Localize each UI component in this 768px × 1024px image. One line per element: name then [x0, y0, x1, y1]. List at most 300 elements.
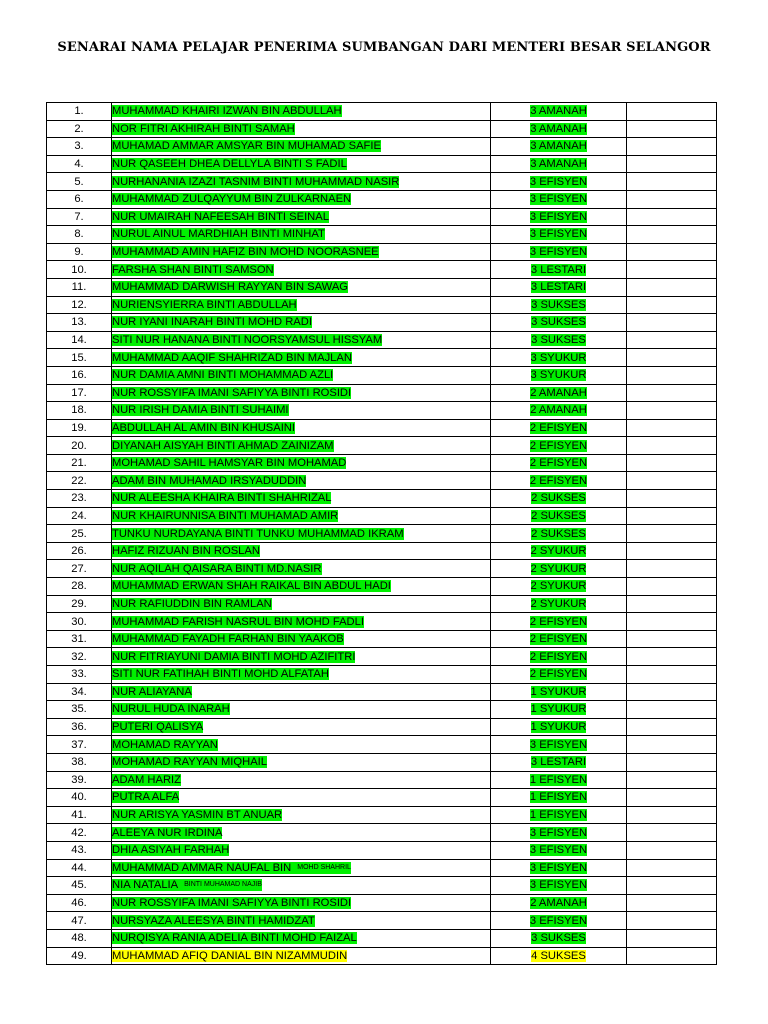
empty-cell	[627, 138, 717, 156]
student-name	[112, 879, 262, 891]
table-row	[47, 648, 717, 666]
table-row	[47, 877, 717, 895]
class-cell	[491, 366, 627, 384]
class-cell	[491, 877, 627, 895]
student-name-text: PUTRA ALFA	[112, 791, 180, 804]
student-name	[112, 299, 297, 311]
student-name-text: NURIENSYIERRA BINTI ABDULLAH	[112, 298, 297, 311]
class-name: 3 EFISYEN	[529, 228, 588, 241]
class-cell	[491, 190, 627, 208]
row-number: 29.	[47, 595, 112, 613]
student-name-cell	[112, 366, 491, 384]
empty-cell	[627, 806, 717, 824]
student-name-text: ADAM HARIZ	[112, 773, 181, 786]
table-row	[47, 490, 717, 508]
student-name	[112, 950, 347, 962]
empty-cell	[627, 525, 717, 543]
student-name-text: NUR ROSSYIFA IMANI SAFIYYA BINTI ROSIDI	[112, 386, 352, 399]
student-name	[112, 668, 329, 680]
student-name	[112, 563, 322, 575]
class-cell	[491, 595, 627, 613]
student-name	[112, 475, 306, 487]
student-name-text: SITI NUR HANANA BINTI NOORSYAMSUL HISSYAM	[112, 334, 383, 347]
empty-cell	[627, 578, 717, 596]
empty-cell	[627, 771, 717, 789]
class-cell	[491, 701, 627, 719]
table-row	[47, 806, 717, 824]
class-name: 3 EFISYEN	[529, 844, 588, 857]
student-name	[112, 440, 334, 452]
student-name-cell	[112, 753, 491, 771]
table-row	[47, 841, 717, 859]
student-name	[112, 264, 274, 276]
student-name	[112, 281, 348, 293]
student-name-text: MUHAMMAD AAQIF SHAHRIZAD BIN MAJLAN	[112, 351, 352, 364]
student-name	[112, 739, 218, 751]
student-name-text: MUHAMMAD DARWISH RAYYAN BIN SAWAG	[112, 281, 348, 294]
table-row	[47, 894, 717, 912]
student-name-cell	[112, 173, 491, 191]
class-cell	[491, 929, 627, 947]
empty-cell	[627, 454, 717, 472]
student-name-cell	[112, 560, 491, 578]
row-number: 25.	[47, 525, 112, 543]
table-row	[47, 578, 717, 596]
empty-cell	[627, 841, 717, 859]
class-cell	[491, 419, 627, 437]
table-row	[47, 103, 717, 121]
empty-cell	[627, 402, 717, 420]
student-name-cell	[112, 613, 491, 631]
table-row	[47, 454, 717, 472]
row-number: 34.	[47, 683, 112, 701]
student-name-cell	[112, 894, 491, 912]
student-name-text: MUHAMMAD FAYADH FARHAN BIN YAAKOB	[112, 633, 344, 646]
student-name	[112, 158, 347, 170]
row-number: 35.	[47, 701, 112, 719]
class-name: 2 EFISYEN	[529, 615, 588, 628]
table-row	[47, 507, 717, 525]
row-number: 23.	[47, 490, 112, 508]
student-name-cell	[112, 454, 491, 472]
class-name: 3 AMANAH	[530, 140, 587, 153]
class-name: 3 SUKSES	[531, 298, 586, 311]
class-name: 3 LESTARI	[530, 281, 587, 294]
student-name-cell	[112, 578, 491, 596]
student-name	[112, 246, 379, 258]
student-name-cell	[112, 208, 491, 226]
student-name-cell	[112, 595, 491, 613]
student-name-cell	[112, 437, 491, 455]
class-cell	[491, 789, 627, 807]
student-name-cell	[112, 190, 491, 208]
empty-cell	[627, 173, 717, 191]
class-name: 2 AMANAH	[530, 386, 587, 399]
student-name	[112, 844, 229, 856]
student-name-cell	[112, 120, 491, 138]
row-number: 9.	[47, 243, 112, 261]
class-name: 2 SUKSES	[531, 527, 586, 540]
student-name-text: ALEEYA NUR IRDINA	[112, 826, 223, 839]
student-name	[112, 897, 351, 909]
student-name	[112, 228, 325, 240]
roster-body	[47, 103, 717, 965]
class-name: 3 EFISYEN	[529, 914, 588, 927]
table-row	[47, 419, 717, 437]
class-cell	[491, 894, 627, 912]
class-name: 3 EFISYEN	[529, 210, 588, 223]
row-number: 39.	[47, 771, 112, 789]
table-row	[47, 208, 717, 226]
student-name-cell	[112, 947, 491, 965]
student-name-text: FARSHA SHAN BINTI SAMSON	[112, 263, 274, 276]
student-name-text: NUR DAMIA AMNI BINTI MOHAMMAD AZLI	[112, 369, 334, 382]
student-name-cell	[112, 226, 491, 244]
student-name-cell	[112, 648, 491, 666]
student-name	[112, 123, 295, 135]
class-name: 3 EFISYEN	[529, 175, 588, 188]
student-name-text: NUR IRISH DAMIA BINTI SUHAIMI	[112, 404, 289, 417]
student-name-text: NURUL AINUL MARDHIAH BINTI MINHAT	[112, 228, 325, 241]
student-name	[112, 862, 351, 874]
empty-cell	[627, 683, 717, 701]
empty-cell	[627, 472, 717, 490]
row-number: 49.	[47, 947, 112, 965]
student-name	[112, 193, 351, 205]
row-number: 20.	[47, 437, 112, 455]
empty-cell	[627, 155, 717, 173]
student-name-text: NIA NATALIA	[112, 879, 179, 892]
student-name-cell	[112, 243, 491, 261]
class-cell	[491, 103, 627, 121]
table-row	[47, 859, 717, 877]
student-name-text: MUHAMMAD AMMAR NAUFAL BIN	[112, 861, 292, 874]
row-number: 18.	[47, 402, 112, 420]
class-name: 2 EFISYEN	[529, 633, 588, 646]
table-row	[47, 314, 717, 332]
class-cell	[491, 578, 627, 596]
class-name: 3 EFISYEN	[529, 879, 588, 892]
student-name-text: MOHAMAD SAHIL HAMSYAR BIN MOHAMAD	[112, 457, 347, 470]
class-name: 3 EFISYEN	[529, 246, 588, 259]
class-cell	[491, 138, 627, 156]
student-name-cell	[112, 666, 491, 684]
table-row	[47, 243, 717, 261]
student-name-text: NUR UMAIRAH NAFEESAH BINTI SEINAL	[112, 210, 329, 223]
class-cell	[491, 454, 627, 472]
empty-cell	[627, 507, 717, 525]
empty-cell	[627, 437, 717, 455]
student-name	[112, 352, 352, 364]
row-number: 28.	[47, 578, 112, 596]
student-name	[112, 457, 346, 469]
row-number: 10.	[47, 261, 112, 279]
student-name-text: SITI NUR FATIHAH BINTI MOHD ALFATAH	[112, 668, 329, 681]
student-name-text: MOHAMAD RAYYAN MIQHAIL	[112, 756, 267, 769]
student-name-text: ABDULLAH AL AMIN BIN KHUSAINI	[112, 421, 295, 434]
row-number: 17.	[47, 384, 112, 402]
class-name: 3 AMANAH	[530, 105, 587, 118]
class-name: 3 LESTARI	[530, 263, 587, 276]
row-number: 31.	[47, 630, 112, 648]
class-name: 1 EFISYEN	[529, 809, 588, 822]
row-number: 41.	[47, 806, 112, 824]
student-name-text: NURHANANIA IZAZI TASNIM BINTI MUHAMMAD NASIR	[112, 175, 400, 188]
table-row	[47, 718, 717, 736]
student-name-cell	[112, 824, 491, 842]
table-row	[47, 331, 717, 349]
table-row	[47, 261, 717, 279]
row-number: 44.	[47, 859, 112, 877]
student-name-cell	[112, 103, 491, 121]
student-name	[112, 316, 312, 328]
student-name-text: NURQISYA RANIA ADELIA BINTI MOHD FAIZAL	[112, 932, 357, 945]
class-cell	[491, 841, 627, 859]
row-number: 37.	[47, 736, 112, 754]
student-name-small-text: MOHD SHAHRIL	[297, 863, 351, 871]
empty-cell	[627, 208, 717, 226]
class-cell	[491, 736, 627, 754]
row-number: 48.	[47, 929, 112, 947]
student-name-cell	[112, 771, 491, 789]
class-name: 3 EFISYEN	[529, 738, 588, 751]
student-name	[112, 211, 329, 223]
student-name-text: NUR ROSSYIFA IMANI SAFIYYA BINTI ROSIDI	[112, 897, 352, 910]
class-name: 3 LESTARI	[530, 756, 587, 769]
empty-cell	[627, 261, 717, 279]
class-name: 3 SYUKUR	[530, 351, 587, 364]
class-cell	[491, 120, 627, 138]
class-cell	[491, 402, 627, 420]
student-name	[112, 703, 230, 715]
table-row	[47, 120, 717, 138]
student-name	[112, 422, 295, 434]
class-name: 3 SYUKUR	[530, 369, 587, 382]
row-number: 7.	[47, 208, 112, 226]
class-cell	[491, 331, 627, 349]
empty-cell	[627, 296, 717, 314]
class-name: 2 AMANAH	[530, 897, 587, 910]
student-name-text: NUR FITRIAYUNI DAMIA BINTI MOHD AZIFITRI	[112, 650, 356, 663]
table-row	[47, 155, 717, 173]
document-title: SENARAI NAMA PELAJAR PENERIMA SUMBANGAN DARI MENTERI BESAR SELANGOR	[57, 40, 711, 55]
student-name-cell	[112, 296, 491, 314]
table-row	[47, 929, 717, 947]
class-name: 2 EFISYEN	[529, 439, 588, 452]
row-number: 26.	[47, 542, 112, 560]
empty-cell	[627, 947, 717, 965]
class-cell	[491, 472, 627, 490]
table-row	[47, 683, 717, 701]
class-name: 2 EFISYEN	[529, 457, 588, 470]
class-name: 1 SYUKUR	[530, 721, 587, 734]
table-row	[47, 402, 717, 420]
class-name: 3 SUKSES	[531, 316, 586, 329]
class-name: 3 AMANAH	[530, 122, 587, 135]
empty-cell	[627, 736, 717, 754]
class-name: 3 SUKSES	[531, 334, 586, 347]
row-number: 21.	[47, 454, 112, 472]
student-name	[112, 616, 364, 628]
student-name-cell	[112, 155, 491, 173]
student-name-text: TUNKU NURDAYANA BINTI TUNKU MUHAMMAD IKRAM	[112, 527, 404, 540]
row-number: 46.	[47, 894, 112, 912]
student-name	[112, 176, 399, 188]
table-row	[47, 278, 717, 296]
empty-cell	[627, 190, 717, 208]
class-name: 1 SYUKUR	[530, 703, 587, 716]
student-name-text: NOR FITRI AKHIRAH BINTI SAMAH	[112, 122, 295, 135]
table-row	[47, 753, 717, 771]
row-number: 12.	[47, 296, 112, 314]
student-name-cell	[112, 490, 491, 508]
empty-cell	[627, 929, 717, 947]
class-name: 2 SUKSES	[531, 492, 586, 505]
class-cell	[491, 243, 627, 261]
student-name-cell	[112, 331, 491, 349]
class-name: 2 SYUKUR	[530, 545, 587, 558]
student-name-text: NUR QASEEH DHEA DELLYLA BINTI S FADIL	[112, 158, 347, 171]
class-cell	[491, 208, 627, 226]
student-name-text: NUR KHAIRUNNISA BINTI MUHAMAD AMIR	[112, 509, 339, 522]
empty-cell	[627, 490, 717, 508]
student-name-text: NUR AQILAH QAISARA BINTI MD.NASIR	[112, 562, 322, 575]
class-name: 2 SYUKUR	[530, 580, 587, 593]
table-row	[47, 542, 717, 560]
student-name	[112, 633, 344, 645]
table-row	[47, 824, 717, 842]
student-name-text: PUTERI QALISYA	[112, 721, 204, 734]
student-name	[112, 932, 357, 944]
row-number: 4.	[47, 155, 112, 173]
class-name: 2 EFISYEN	[529, 668, 588, 681]
student-name-cell	[112, 384, 491, 402]
class-cell	[491, 947, 627, 965]
class-cell	[491, 437, 627, 455]
class-name: 1 EFISYEN	[529, 773, 588, 786]
empty-cell	[627, 630, 717, 648]
class-cell	[491, 296, 627, 314]
student-name-text: NUR ALIAYANA	[112, 685, 192, 698]
student-name	[112, 334, 382, 346]
empty-cell	[627, 243, 717, 261]
student-name-small-text: BINTI MUHAMAD NAJIB	[184, 881, 262, 889]
table-row	[47, 595, 717, 613]
empty-cell	[627, 120, 717, 138]
class-cell	[491, 912, 627, 930]
student-name-text: DHIA ASIYAH FARHAH	[112, 844, 230, 857]
student-name-text: MUHAMMAD ERWAN SHAH RAIKAL BIN ABDUL HADI	[112, 580, 391, 593]
class-name: 2 EFISYEN	[529, 474, 588, 487]
student-name-cell	[112, 912, 491, 930]
student-name-text: NURUL HUDA INARAH	[112, 703, 230, 716]
row-number: 43.	[47, 841, 112, 859]
student-name	[112, 598, 272, 610]
table-row	[47, 613, 717, 631]
student-name	[112, 105, 342, 117]
class-cell	[491, 859, 627, 877]
student-name-cell	[112, 314, 491, 332]
class-cell	[491, 349, 627, 367]
student-name	[112, 140, 381, 152]
table-row	[47, 912, 717, 930]
class-name: 3 EFISYEN	[529, 826, 588, 839]
empty-cell	[627, 613, 717, 631]
row-number: 30.	[47, 613, 112, 631]
student-name-cell	[112, 929, 491, 947]
student-name	[112, 791, 179, 803]
table-row	[47, 736, 717, 754]
table-row	[47, 366, 717, 384]
student-name	[112, 492, 331, 504]
row-number: 1.	[47, 103, 112, 121]
student-name-text: MUHAMAD AMMAR AMSYAR BIN MUHAMAD SAFIE	[112, 140, 381, 153]
empty-cell	[627, 560, 717, 578]
empty-cell	[627, 384, 717, 402]
student-name	[112, 774, 181, 786]
student-name-cell	[112, 701, 491, 719]
class-cell	[491, 226, 627, 244]
row-number: 3.	[47, 138, 112, 156]
empty-cell	[627, 648, 717, 666]
row-number: 45.	[47, 877, 112, 895]
row-number: 47.	[47, 912, 112, 930]
student-name-cell	[112, 349, 491, 367]
empty-cell	[627, 894, 717, 912]
empty-cell	[627, 912, 717, 930]
table-row	[47, 630, 717, 648]
row-number: 32.	[47, 648, 112, 666]
student-name-text: MUHAMMAD FARISH NASRUL BIN MOHD FADLI	[112, 615, 364, 628]
class-name: 3 SUKSES	[531, 932, 586, 945]
row-number: 5.	[47, 173, 112, 191]
class-name: 2 SYUKUR	[530, 562, 587, 575]
table-row	[47, 701, 717, 719]
empty-cell	[627, 103, 717, 121]
student-name-text: NUR IYANI INARAH BINTI MOHD RADI	[112, 316, 312, 329]
empty-cell	[627, 366, 717, 384]
student-name-cell	[112, 859, 491, 877]
table-row	[47, 560, 717, 578]
class-cell	[491, 173, 627, 191]
table-row	[47, 173, 717, 191]
student-name-text: ADAM BIN MUHAMAD IRSYADUDDIN	[112, 474, 307, 487]
class-name: 3 EFISYEN	[529, 193, 588, 206]
student-name	[112, 809, 282, 821]
class-cell	[491, 542, 627, 560]
empty-cell	[627, 314, 717, 332]
student-name	[112, 651, 355, 663]
class-cell	[491, 666, 627, 684]
student-name	[112, 404, 289, 416]
table-row	[47, 226, 717, 244]
row-number: 38.	[47, 753, 112, 771]
class-cell	[491, 683, 627, 701]
student-name-cell	[112, 806, 491, 824]
student-name-cell	[112, 630, 491, 648]
row-number: 2.	[47, 120, 112, 138]
student-name-cell	[112, 841, 491, 859]
student-name	[112, 915, 315, 927]
student-name	[112, 528, 404, 540]
student-name	[112, 827, 222, 839]
table-row	[47, 947, 717, 965]
row-number: 15.	[47, 349, 112, 367]
class-name: 2 SUKSES	[531, 509, 586, 522]
student-name-text: NUR ALEESHA KHAIRA BINTI SHAHRIZAL	[112, 492, 332, 505]
student-name-cell	[112, 877, 491, 895]
student-roster-table	[46, 102, 717, 965]
